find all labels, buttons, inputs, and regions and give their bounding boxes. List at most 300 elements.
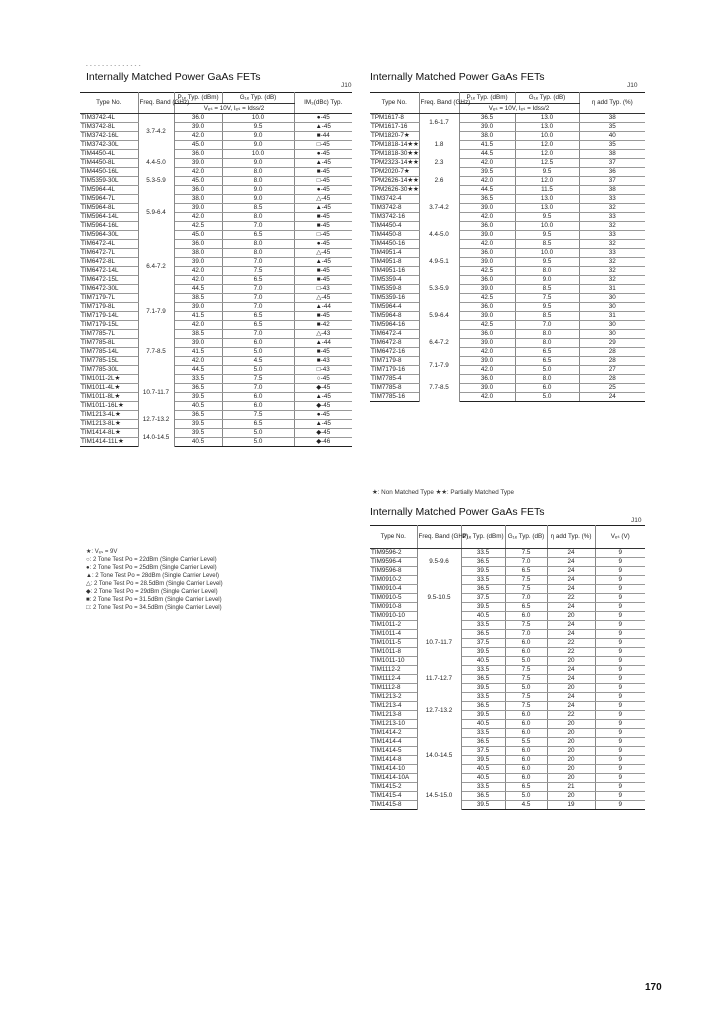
cell-im: △-45 (294, 294, 352, 303)
table-row (370, 567, 645, 576)
col-header-gain: G₁ₑ Typ. (dB) (515, 93, 579, 104)
cell-gain: 7.0 (222, 222, 294, 231)
cell-im: ●-45 (294, 186, 352, 195)
cell-eff: 27 (579, 366, 645, 375)
cell-gain: 6.5 (505, 783, 547, 792)
table-row (370, 366, 645, 375)
cell-im: ●-45 (294, 114, 352, 123)
cell-type-no: TIM7179-7L (80, 294, 138, 303)
cell-type-no: TIM6472-8L (80, 258, 138, 267)
cell-gain: 9.5 (515, 168, 579, 177)
cell-gain: 6.0 (505, 711, 547, 720)
table-row (80, 438, 352, 447)
cell-freq-band: 4.9-5.1 (419, 249, 459, 276)
cell-gain: 8.0 (515, 339, 579, 348)
table-row (80, 141, 352, 150)
cell-type-no: TIM7785-8L (80, 339, 138, 348)
cell-pout: 42.5 (459, 294, 515, 303)
cell-pout: 42.0 (459, 366, 515, 375)
table-row (370, 621, 645, 630)
cell-eff: 40 (579, 132, 645, 141)
cell-pout: 39.5 (459, 168, 515, 177)
cell-pout: 42.0 (174, 276, 222, 285)
cell-eff: 22 (547, 711, 595, 720)
cell-eff: 24 (547, 666, 595, 675)
footnote-line: ●: 2 Tone Test Po = 25dBm (Single Carrier Level) (86, 565, 217, 571)
cell-gain: 5.0 (222, 348, 294, 357)
table-row (80, 267, 352, 276)
cell-type-no: TIM6472-4 (370, 330, 419, 339)
cell-freq-band: 5.9-6.4 (419, 303, 459, 330)
cell-pout: 33.5 (174, 375, 222, 384)
cell-type-no: TIM5964-4 (370, 303, 419, 312)
cell-im: ■-45 (294, 222, 352, 231)
cell-vds: 9 (595, 567, 645, 576)
cell-pout: 41.5 (174, 348, 222, 357)
cell-pout: 36.0 (459, 330, 515, 339)
right-bottom-title: Internally Matched Power GaAs FETs (370, 506, 545, 518)
table-row (370, 675, 645, 684)
cell-gain: 6.5 (222, 321, 294, 330)
cell-vds: 9 (595, 747, 645, 756)
cell-gain: 6.0 (222, 393, 294, 402)
cell-freq-band: 10.7-11.7 (417, 621, 461, 666)
cell-type-no: TIM7179-14L (80, 312, 138, 321)
page-number: 170 (645, 982, 662, 993)
cell-freq-band: 3.7-4.2 (138, 114, 174, 150)
cell-im: ▲-45 (294, 204, 352, 213)
cell-gain: 7.0 (515, 321, 579, 330)
cell-pout: 36.0 (174, 150, 222, 159)
cell-gain: 7.5 (505, 693, 547, 702)
cell-im: △-45 (294, 195, 352, 204)
cell-type-no: TIM1414-4 (370, 738, 417, 747)
cell-pout: 39.5 (461, 648, 505, 657)
cell-gain: 10.0 (222, 114, 294, 123)
cell-gain: 6.0 (505, 639, 547, 648)
cell-gain: 9.0 (222, 141, 294, 150)
cell-eff: 28 (579, 357, 645, 366)
cell-pout: 38.0 (174, 195, 222, 204)
table-row (370, 384, 645, 393)
cell-gain: 9.5 (515, 231, 579, 240)
cell-freq-band: 4.4-5.0 (419, 222, 459, 249)
cell-gain: 9.5 (222, 123, 294, 132)
cell-pout: 40.5 (461, 657, 505, 666)
col-header-band: Freq. Band (GHz) (138, 93, 174, 114)
table-row (80, 339, 352, 348)
cell-type-no: TIM1213-8 (370, 711, 417, 720)
cell-type-no: TIM9596-4 (370, 558, 417, 567)
cell-gain: 7.0 (505, 630, 547, 639)
cell-pout: 37.5 (461, 639, 505, 648)
cell-im: ●-45 (294, 240, 352, 249)
table-row (370, 330, 645, 339)
col-header-pout: P₁ₑ Typ. (dBm) (174, 93, 222, 104)
cell-pout: 39.0 (459, 258, 515, 267)
cell-pout: 45.0 (174, 177, 222, 186)
cell-type-no: TIM6472-14L (80, 267, 138, 276)
cell-im: △-43 (294, 330, 352, 339)
table-row (370, 231, 645, 240)
cell-eff: 22 (547, 594, 595, 603)
cell-im: ▲-44 (294, 339, 352, 348)
table-row (370, 756, 645, 765)
cell-gain: 6.0 (505, 747, 547, 756)
table-row (370, 249, 645, 258)
cell-type-no: TIM4951-4 (370, 249, 419, 258)
cell-type-no: TIM5359-30L (80, 177, 138, 186)
cell-freq-band: 7.7-8.5 (419, 375, 459, 402)
table-row (80, 132, 352, 141)
cell-pout: 36.5 (461, 792, 505, 801)
cell-freq-band: 6.4-7.2 (419, 330, 459, 357)
table-row (370, 783, 645, 792)
table-row (370, 792, 645, 801)
cell-pout: 39.0 (459, 357, 515, 366)
cell-pout: 39.0 (459, 231, 515, 240)
cell-type-no: TIM1213-2 (370, 693, 417, 702)
matching-legend: ★: Non Matched Type ★★: Partially Matched Type (372, 489, 515, 496)
cell-gain: 12.0 (515, 141, 579, 150)
cell-pout: 33.5 (461, 729, 505, 738)
footnote-line: △: 2 Tone Test Po = 28.5dBm (Single Carrier Level) (86, 581, 223, 587)
cell-pout: 39.5 (174, 429, 222, 438)
cell-type-no: TPM1820-7★ (370, 132, 419, 141)
cell-type-no: TIM1011-2 (370, 621, 417, 630)
table-row (370, 711, 645, 720)
cell-gain: 6.0 (505, 729, 547, 738)
cell-type-no: TIM4450-16L (80, 168, 138, 177)
cell-gain: 12.0 (515, 150, 579, 159)
cell-eff: 24 (547, 576, 595, 585)
table-row (370, 312, 645, 321)
cell-im: ◆-45 (294, 384, 352, 393)
cell-gain: 6.0 (222, 339, 294, 348)
cell-pout: 33.5 (461, 549, 505, 558)
cell-gain: 4.5 (505, 801, 547, 810)
cell-type-no: TIM3742-4 (370, 195, 419, 204)
cell-type-no: TIM1213-8L★ (80, 420, 138, 429)
cell-im: ■-45 (294, 213, 352, 222)
table-row (370, 801, 645, 810)
table-row (370, 258, 645, 267)
cell-pout: 40.5 (174, 402, 222, 411)
cell-gain: 5.0 (222, 366, 294, 375)
table-row (370, 123, 645, 132)
table-row (80, 429, 352, 438)
cell-eff: 24 (547, 621, 595, 630)
cell-type-no: TIM1011-5 (370, 639, 417, 648)
table-row (80, 366, 352, 375)
table-row (370, 666, 645, 675)
cell-gain: 10.0 (222, 150, 294, 159)
cell-type-no: TPM2626-14★★ (371, 177, 419, 184)
cell-gain: 7.0 (222, 384, 294, 393)
cell-vds: 9 (595, 693, 645, 702)
cell-pout: 45.0 (174, 141, 222, 150)
cell-gain: 7.0 (222, 303, 294, 312)
table-row (370, 693, 645, 702)
cell-pout: 42.5 (459, 321, 515, 330)
cell-gain: 8.0 (222, 249, 294, 258)
table-row (370, 774, 645, 783)
cell-eff: 24 (547, 549, 595, 558)
cell-vds: 9 (595, 675, 645, 684)
cell-pout: 42.0 (459, 177, 515, 186)
table-row (370, 213, 645, 222)
cell-gain: 8.5 (515, 240, 579, 249)
cell-eff: 38 (579, 150, 645, 159)
cell-pout: 39.5 (461, 756, 505, 765)
cell-gain: 9.0 (515, 276, 579, 285)
cell-freq-band: 1.6-1.7 (419, 114, 459, 132)
cell-gain: 13.0 (515, 195, 579, 204)
cell-type-no: TIM1112-4 (370, 675, 417, 684)
cell-gain: 7.5 (505, 666, 547, 675)
cell-pout: 36.5 (459, 195, 515, 204)
cell-freq-band: 3.7-4.2 (419, 195, 459, 222)
cell-type-no: TIM5964-8 (370, 312, 419, 321)
cell-pout: 39.5 (174, 420, 222, 429)
cell-eff: 22 (547, 648, 595, 657)
cell-pout: 42.0 (459, 213, 515, 222)
table-row (80, 159, 352, 168)
cell-gain: 6.5 (505, 567, 547, 576)
cell-eff: 32 (579, 276, 645, 285)
cell-type-no: TIM1112-8 (370, 684, 417, 693)
col-header-band: Freq. Band (GHz) (419, 93, 459, 114)
table-row (370, 594, 645, 603)
cell-pout: 40.5 (461, 774, 505, 783)
table-row (370, 204, 645, 213)
cell-freq-band: 5.3-5.9 (419, 276, 459, 303)
cell-type-no: TIM1011-10 (370, 657, 417, 666)
table-row (80, 240, 352, 249)
cell-gain: 6.5 (515, 357, 579, 366)
cell-type-no: TIM4450-4L (80, 150, 138, 159)
cell-vds: 9 (595, 648, 645, 657)
cell-eff: 28 (579, 348, 645, 357)
cell-pout: 33.5 (461, 576, 505, 585)
cell-gain: 6.0 (505, 720, 547, 729)
cell-eff: 33 (579, 213, 645, 222)
col-header-eff: η add Typ. (%) (547, 526, 595, 549)
cell-pout: 36.0 (459, 249, 515, 258)
cell-gain: 5.0 (222, 429, 294, 438)
cell-freq-band: 14.5-15.0 (417, 783, 461, 810)
cell-type-no: TIM1011-4 (370, 630, 417, 639)
cell-type-no: TIM5964-14L (80, 213, 138, 222)
cell-type-no: TIM3742-16 (370, 213, 419, 222)
cell-pout: 39.0 (174, 339, 222, 348)
cell-gain: 7.5 (505, 576, 547, 585)
cell-freq-band: 2.6 (419, 168, 459, 195)
cell-type-no: TIM1414-10 (370, 765, 417, 774)
cell-gain: 4.5 (222, 357, 294, 366)
cell-pout: 42.0 (174, 321, 222, 330)
cell-im: □-45 (294, 141, 352, 150)
cell-eff: 28 (579, 375, 645, 384)
cell-type-no: TIM3742-8 (370, 204, 419, 213)
table-row (80, 321, 352, 330)
cell-pout: 36.5 (174, 411, 222, 420)
cell-eff: 32 (579, 258, 645, 267)
cell-gain: 7.0 (505, 594, 547, 603)
cell-type-no: TIM1213-4L★ (80, 411, 138, 420)
cell-im: ◆-46 (294, 438, 352, 447)
cell-eff: 24 (547, 630, 595, 639)
cell-im: ●-45 (294, 411, 352, 420)
cell-type-no: TIM1414-11L★ (80, 438, 138, 447)
cell-freq-band: 7.1-7.9 (419, 357, 459, 375)
right-top-title: Internally Matched Power GaAs FETs (370, 71, 545, 83)
cell-vds: 9 (595, 549, 645, 558)
table-row (370, 177, 645, 186)
cell-type-no: TPM2626-30★★ (371, 186, 419, 193)
cell-type-no: TIM4951-8 (370, 258, 419, 267)
table-row (370, 648, 645, 657)
cell-eff: 31 (579, 285, 645, 294)
cell-type-no: TIM4450-4 (370, 222, 419, 231)
cell-im: ▲-44 (294, 303, 352, 312)
cell-gain: 9.0 (222, 186, 294, 195)
cell-pout: 38.5 (174, 294, 222, 303)
cell-pout: 38.0 (174, 249, 222, 258)
footnote-line: ★: Vₑₛ = 9V (86, 549, 118, 555)
cell-im: ▲-45 (294, 393, 352, 402)
cell-type-no: TPM2020-7★ (370, 168, 419, 177)
cell-type-no: TIM1414-2 (370, 729, 417, 738)
cell-eff: 33 (579, 249, 645, 258)
cell-gain: 6.5 (222, 312, 294, 321)
cell-im: ●-45 (294, 150, 352, 159)
table-row (80, 222, 352, 231)
cell-type-no: TIM6472-4L (80, 240, 138, 249)
table-row (80, 285, 352, 294)
cell-type-no: TIM5964-7L (80, 195, 138, 204)
cell-im: ▲-45 (294, 420, 352, 429)
cell-type-no: TIM5964-16L (80, 222, 138, 231)
table-row (80, 276, 352, 285)
cell-eff: 31 (579, 312, 645, 321)
cell-pout: 36.5 (174, 384, 222, 393)
cell-pout: 36.5 (459, 114, 515, 123)
cell-type-no: TIM1011-16L★ (80, 402, 138, 411)
cell-pout: 39.0 (459, 339, 515, 348)
cell-gain: 6.0 (222, 402, 294, 411)
cell-type-no: TIM6472-8 (370, 339, 419, 348)
table-row (370, 657, 645, 666)
cell-pout: 39.5 (461, 603, 505, 612)
cell-gain: 6.0 (505, 756, 547, 765)
cell-gain: 9.0 (222, 132, 294, 141)
cell-freq-band: 12.7-13.2 (417, 693, 461, 729)
table-row (80, 312, 352, 321)
footnote-line: ◆: 2 Tone Test Po = 29dBm (Single Carrier Level) (86, 589, 218, 595)
cell-eff: 24 (547, 693, 595, 702)
cell-vds: 9 (595, 720, 645, 729)
cell-gain: 7.5 (505, 675, 547, 684)
cell-pout: 37.5 (461, 747, 505, 756)
cell-type-no: TIM7179-16 (370, 366, 419, 375)
cell-freq-band: 7.7-8.5 (138, 330, 174, 375)
cell-vds: 9 (595, 630, 645, 639)
cell-pout: 40.5 (461, 612, 505, 621)
cell-im: ▲-45 (294, 258, 352, 267)
right-top-code: J10 (627, 82, 638, 89)
cell-type-no: TIM6472-7L (80, 249, 138, 258)
cell-eff: 32 (579, 222, 645, 231)
table-row (370, 576, 645, 585)
cell-gain: 6.5 (505, 603, 547, 612)
table-row (370, 720, 645, 729)
cell-type-no: TPM1617-8 (370, 114, 419, 123)
cell-pout: 37.5 (461, 594, 505, 603)
cell-freq-band: 4.4-5.0 (138, 150, 174, 177)
cell-pout: 42.0 (174, 168, 222, 177)
cell-type-no: TIM7785-15L (80, 357, 138, 366)
table-row (370, 168, 645, 177)
cell-type-no: TIM7785-8 (370, 384, 419, 393)
cell-gain: 6.5 (222, 276, 294, 285)
col-header-eff: η add Typ. (%) (579, 93, 645, 114)
footnote-line: ○: 2 Tone Test Po = 22dBm (Single Carrier Level) (86, 557, 217, 563)
footnote-line: ▲: 2 Tone Test Po = 28dBm (Single Carrier Level) (86, 573, 219, 579)
cell-vds: 9 (595, 801, 645, 810)
cell-pout: 42.0 (459, 159, 515, 168)
cell-gain: 10.0 (515, 132, 579, 141)
cell-type-no: TIM7785-30L (80, 366, 138, 375)
cell-freq-band: 14.0-14.5 (138, 429, 174, 447)
cell-pout: 38.0 (459, 132, 515, 141)
cell-type-no: TIM7785-4 (370, 375, 419, 384)
table-row (370, 393, 645, 402)
cell-type-no: TIM7179-8L (80, 303, 138, 312)
cell-gain: 7.0 (222, 285, 294, 294)
cell-eff: 20 (547, 747, 595, 756)
cell-im: ■-42 (294, 321, 352, 330)
cell-gain: 6.5 (515, 348, 579, 357)
cell-pout: 36.5 (461, 630, 505, 639)
table-row (370, 603, 645, 612)
cell-type-no: TIM4450-16 (370, 240, 419, 249)
cell-type-no: TIM3742-30L (80, 141, 138, 150)
cell-vds: 9 (595, 783, 645, 792)
table-row (80, 150, 352, 159)
cell-im: ◆-45 (294, 402, 352, 411)
table-row (80, 375, 352, 384)
cell-eff: 20 (547, 720, 595, 729)
table-row (80, 123, 352, 132)
cell-im: ■-45 (294, 312, 352, 321)
cell-gain: 13.0 (515, 114, 579, 123)
cell-pout: 44.5 (174, 285, 222, 294)
table-row (370, 294, 645, 303)
col-header-pout: P₁ₑ Typ. (dBm) (461, 526, 505, 549)
cell-vds: 9 (595, 621, 645, 630)
cell-pout: 36.0 (174, 186, 222, 195)
cell-gain: 7.5 (222, 411, 294, 420)
cell-im: ■-45 (294, 168, 352, 177)
cell-eff: 24 (547, 585, 595, 594)
table-row (370, 702, 645, 711)
cell-type-no: TIM3742-16L (80, 132, 138, 141)
left-table-title: Internally Matched Power GaAs FETs (86, 71, 261, 83)
right-top-spec-table (370, 92, 645, 402)
cell-gain: 7.5 (515, 294, 579, 303)
cell-type-no: TIM5964-4L (80, 186, 138, 195)
